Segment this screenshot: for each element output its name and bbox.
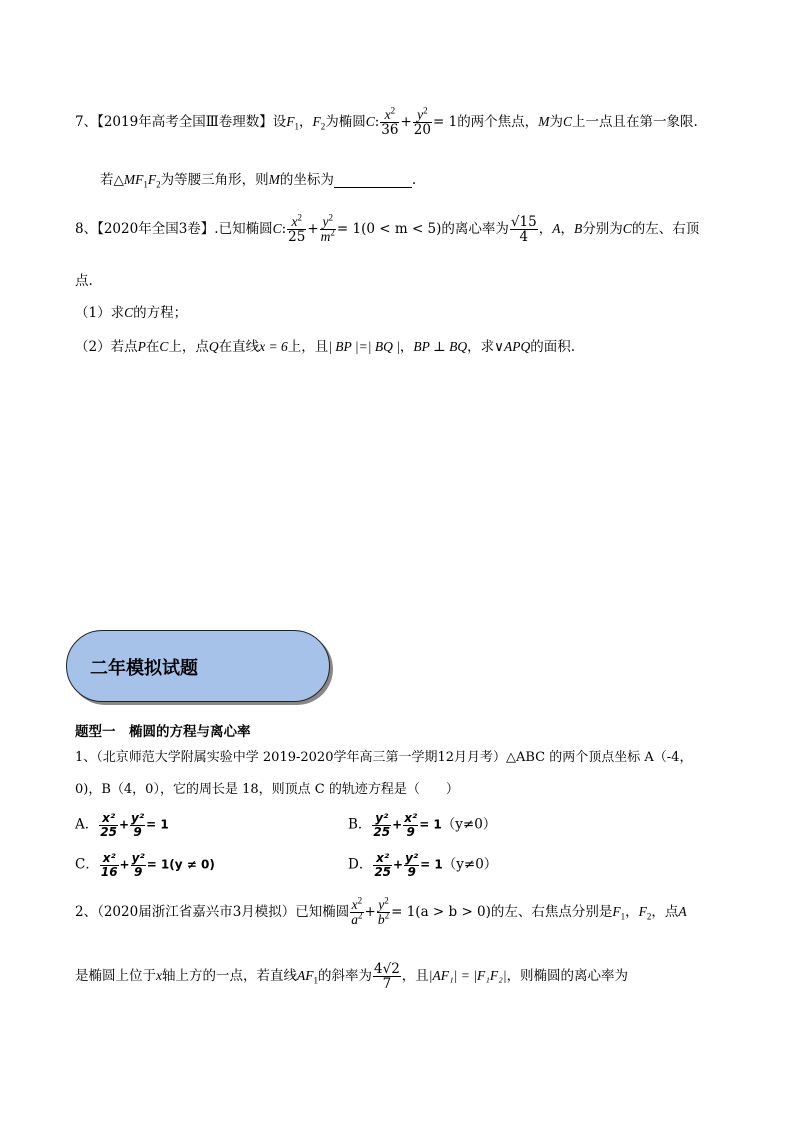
q7-answer-blank[interactable] xyxy=(334,173,412,188)
q8-comma: ， xyxy=(538,221,553,238)
q7-rhs: = 1 xyxy=(432,114,458,131)
q8-frac1: $\frac{x^2}{25}$ xyxy=(288,212,306,246)
q2-frac2: $\frac{y^2}{b^2}$ xyxy=(377,895,390,928)
q8-sub2 xyxy=(75,335,575,355)
q8-comma2: ， xyxy=(560,221,574,238)
q2-line2 xyxy=(75,962,628,991)
q7-source: 【2019年高考全国Ⅲ卷理数】 xyxy=(97,114,273,131)
q2-af: $AF_1$ xyxy=(297,968,318,986)
section-heading: 题型一 椭圆的方程与离心率 xyxy=(75,724,251,740)
q7-f1: $F_1$ xyxy=(286,114,299,132)
option-frac2: $\frac{\text{y²}}{9}$ xyxy=(131,811,145,839)
q8-sub1 xyxy=(75,301,187,321)
q8-sub2-text5: 上，且 xyxy=(287,339,329,355)
q8-sub1-text: （1）求 xyxy=(75,305,125,321)
q8-sub2-text6: ，求 xyxy=(467,339,495,355)
q7-line2-text2: 为等腰三角形，则 xyxy=(160,172,269,188)
q2-line2-text2: 轴上方的一点，若直线 xyxy=(162,968,297,985)
q2-text: 2、（2020届浙江省嘉兴市3月模拟）已知椭圆 xyxy=(75,904,350,921)
option-frac2: $\frac{\text{y²}}{9}$ xyxy=(131,851,145,879)
q8-text2: 的离心率为 xyxy=(441,221,509,238)
q8-sub2-text4: 在直线 xyxy=(218,339,260,355)
q8-frac2: $\frac{y^2}{m^2}$ xyxy=(320,212,335,245)
option-tail: （y≠0） xyxy=(441,816,497,833)
q7-c: C xyxy=(365,114,375,130)
q8-sub2-text2: 在 xyxy=(145,339,160,355)
q2-line1: 2、（2020届浙江省嘉兴市3月模拟）已知椭圆 $\frac{x^2}{a^2}$ + $\frac{y^2}{b^2}$ = 1(a > b > 0)的左、右焦点分别是$F_1$，$F_2$，点A xyxy=(75,895,687,928)
q8-ecc-frac: $\frac{√15}{4}$ xyxy=(510,214,537,246)
q2-line2-text5: ，则椭圆的离心率为 xyxy=(506,968,629,985)
q7-text2: 为椭圆 xyxy=(325,114,366,131)
q2-line2-text3: 的斜率为 xyxy=(318,968,372,985)
q8-rhs: = 1(0 < m < 5) xyxy=(336,221,442,238)
option-label: B． xyxy=(348,816,372,833)
option-tail: （y≠0） xyxy=(442,856,498,873)
q8-source: 【2020年全国3卷】 xyxy=(97,221,215,238)
q8-sub2-text7: 的面积. xyxy=(530,339,576,355)
q2-slope-frac: $\frac{4√2}{7}$ xyxy=(374,961,400,993)
q7-frac1: $\frac{x^2}{36}$ xyxy=(381,105,399,139)
q7-m2: M xyxy=(268,172,280,187)
option-rhs: = 1 xyxy=(420,857,443,872)
q7-mff: $MF_1F_2$ xyxy=(123,172,161,190)
q8-sub1-c: C xyxy=(124,305,134,320)
option-rhs: = 1 xyxy=(146,817,169,832)
q8-line-eq: x = 6 xyxy=(259,339,288,354)
q7-text5: 上一点且在第一象限. xyxy=(571,114,698,131)
option-frac1: $\frac{\text{y²}}{25}$ xyxy=(373,811,391,839)
q2-frac1: $\frac{x^2}{a^2}$ xyxy=(351,895,363,928)
q8-sub1-text2: 的方程； xyxy=(133,305,188,321)
q8-sub2-text: （2）若点 xyxy=(75,339,138,355)
q2-a: A xyxy=(678,904,687,920)
option-label: C． xyxy=(75,856,99,873)
q8-plus: + xyxy=(307,221,319,238)
q7-f2: $F_2$ xyxy=(312,114,326,132)
option-rhs: = 1(y ≠ 0) xyxy=(146,857,215,872)
q7-text: 设 xyxy=(272,114,287,131)
q1-option-a[interactable]: A． $\frac{\text{x²}}{25}$ + $\frac{\text{y²}}{9}$ = 1 xyxy=(75,811,169,839)
q8-text5: 分别为 xyxy=(582,221,623,238)
q2-x: x xyxy=(156,968,162,984)
q8-perp: BP ⊥ BQ xyxy=(413,339,468,354)
q8-line2: 点. xyxy=(75,273,93,289)
q8-colon: : xyxy=(281,221,287,238)
q7-line2 xyxy=(100,168,416,188)
option-label: D． xyxy=(348,856,373,873)
q8-sub2-text3: 上，点 xyxy=(168,339,209,355)
option-frac1: $\frac{\text{x²}}{16}$ xyxy=(100,851,118,879)
q7-m: M xyxy=(538,114,550,130)
banner-title: 二年模拟试题 xyxy=(90,658,198,679)
q8-abs-eq: | BP |=| BQ | xyxy=(328,339,400,354)
q8-c3: C xyxy=(159,339,169,354)
q8-sub2-comma: ， xyxy=(399,339,414,355)
q1-option-c[interactable]: C． $\frac{\text{x²}}{16}$ + $\frac{\text{y²}}{9}$ = 1(y ≠ 0) xyxy=(75,851,215,879)
q2-text2: 的左、右焦点分别是 xyxy=(490,904,613,921)
q8-text: .已知椭圆 xyxy=(214,221,273,238)
q8-c2: C xyxy=(622,221,632,237)
q7-text4: 为 xyxy=(549,114,563,131)
q7-text3: 的两个焦点， xyxy=(457,114,539,131)
q8-text6: 的左、右顶 xyxy=(631,221,700,238)
option-label: A． xyxy=(75,816,99,833)
q1-line2: 0)，B（4，0），它的周长是 18，则顶点 C 的轨迹方程是（ ） xyxy=(75,782,459,797)
q2-text4: ，点 xyxy=(651,904,679,921)
q2-f2: $F_2$ xyxy=(638,904,652,922)
q7-line2-text: 若△ xyxy=(100,172,124,188)
section-banner xyxy=(66,630,334,706)
option-rhs: = 1 xyxy=(419,817,442,832)
q2-line2-text4: ，且 xyxy=(401,968,429,985)
q7-line2-text3: 的坐标为 xyxy=(279,172,334,188)
option-frac1: $\frac{\text{x²}}{25}$ xyxy=(374,851,392,879)
q8-c: C xyxy=(272,221,282,237)
q7-plus: + xyxy=(400,114,412,131)
q7-frac2: $\frac{y^2}{20}$ xyxy=(413,105,431,139)
q7-period: . xyxy=(411,172,417,188)
q7-comma: ， xyxy=(298,114,313,131)
q8-q: Q xyxy=(208,339,219,354)
q1-option-d[interactable]: D． $\frac{\text{x²}}{25}$ + $\frac{\text{y²}}{9}$ = 1（y≠0） xyxy=(348,851,498,879)
q1-line1: 1、（北京师范大学附属实验中学 2019-2020学年高三第一学期12月月考）△ABC 的两个顶点坐标 A（-4， xyxy=(75,750,693,765)
q2-abs-eq: |AF₁| = |F₁F₂| xyxy=(428,968,507,984)
q1-option-b[interactable]: B． $\frac{\text{y²}}{25}$ + $\frac{\text{x²}}{9}$ = 1（y≠0） xyxy=(348,811,497,839)
q8-b: B xyxy=(573,221,583,237)
q2-f1: $F_1$ xyxy=(612,904,626,922)
q2-rhs: = 1(a > b > 0) xyxy=(391,904,491,921)
q8-p: P xyxy=(137,339,146,354)
q8-line1 xyxy=(75,212,700,246)
q7-colon: : xyxy=(374,114,380,131)
q8-number: 8、 xyxy=(75,221,98,238)
option-frac2: $\frac{\text{x²}}{9}$ xyxy=(404,811,418,839)
q2-comma: ， xyxy=(625,904,639,921)
option-frac2: $\frac{\text{y²}}{9}$ xyxy=(405,851,419,879)
q7-c2: C xyxy=(562,114,572,130)
q7-line1 xyxy=(75,105,698,139)
q8-a: A xyxy=(552,221,561,237)
q8-triangle: ∨APQ xyxy=(494,339,531,354)
q2-line2-text: 是椭圆上位于 xyxy=(75,968,156,985)
q7-number: 7、 xyxy=(75,114,98,131)
option-frac1: $\frac{\text{x²}}{25}$ xyxy=(100,811,117,839)
